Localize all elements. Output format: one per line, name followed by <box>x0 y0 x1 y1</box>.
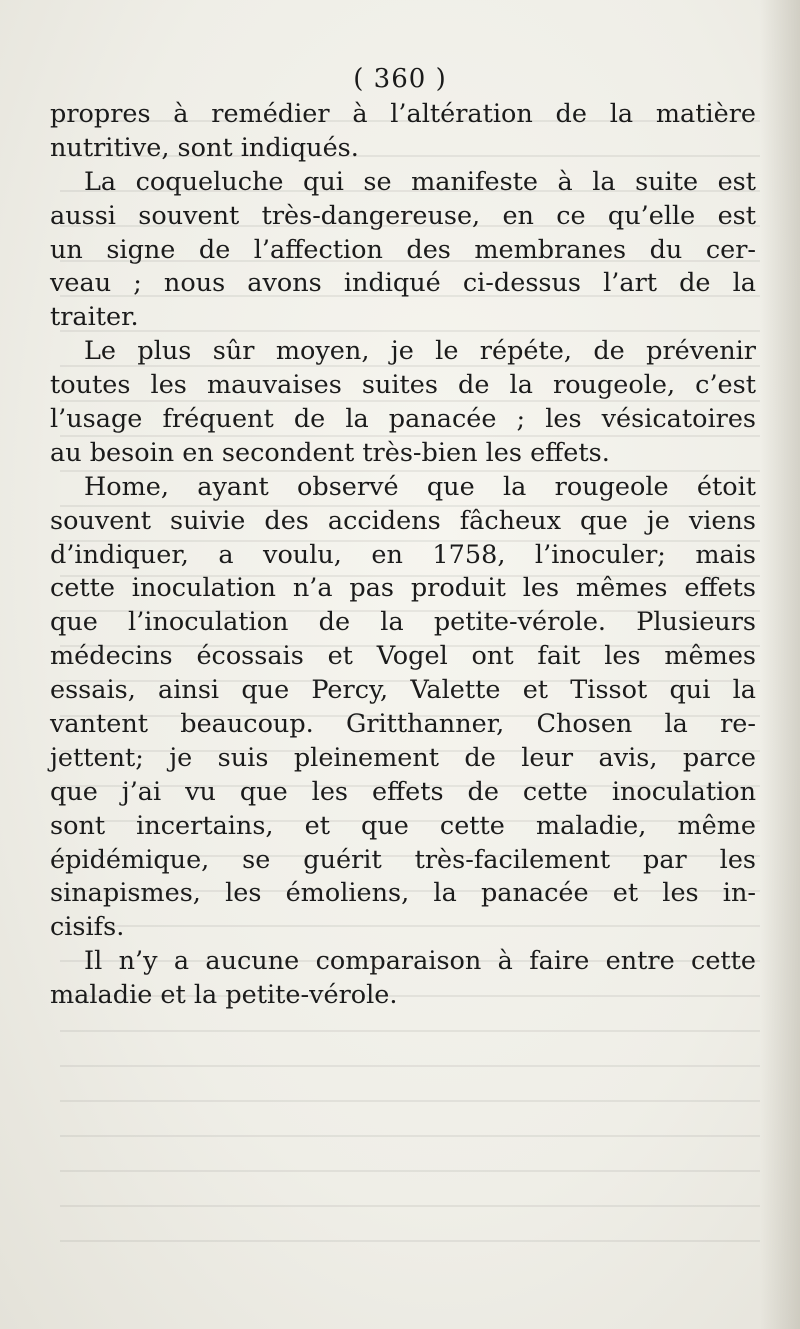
text-line: l’usage fréquent de la panacée ; les vésicatoires <box>50 404 756 435</box>
text-line: jettent; je suis pleinement de leur avis, parce <box>50 742 756 773</box>
text-line: essais, ainsi que Percy, Valette et Tissot qui la <box>50 675 756 706</box>
paragraph-5 <box>50 945 756 1013</box>
text-line: sinapismes, les émoliens, la panacée et les in- <box>50 878 756 909</box>
body-text <box>50 98 756 1013</box>
page-edge-shadow <box>760 0 800 1329</box>
text-line: maladie et la petite-vérole. <box>50 980 398 1011</box>
text-line: d’indiquer, a voulu, en 1758, l’inoculer; mais <box>50 539 756 570</box>
text-line: La coqueluche qui se manifeste à la suite est <box>84 166 756 197</box>
text-line: médecins écossais et Vogel ont fait les mêmes <box>50 641 756 672</box>
text-line: aussi souvent très-dangereuse, en ce qu’elle est <box>50 200 756 231</box>
text-line: Il n’y a aucune comparaison à faire entre cette <box>84 946 756 977</box>
text-line: traiter. <box>50 302 139 333</box>
text-line: nutritive, sont indiqués. <box>50 132 359 163</box>
text-line: au besoin en secondent très-bien les effets. <box>50 437 610 468</box>
text-line: cisifs. <box>50 912 125 943</box>
text-line: que j’ai vu que les effets de cette inoculation <box>50 776 756 807</box>
text-line: vantent beaucoup. Gritthanner, Chosen la re- <box>50 709 756 740</box>
paragraph-4 <box>50 471 756 945</box>
text-line: un signe de l’affection des membranes du cer- <box>50 234 756 265</box>
text-line: sont incertains, et que cette maladie, même <box>50 810 756 841</box>
text-line: Le plus sûr moyen, je le répéte, de prévenir <box>84 336 756 367</box>
text-line: propres à remédier à l’altération de la matière <box>50 99 756 129</box>
paragraph-1 <box>50 98 756 166</box>
text-line: épidémique, se guérit très-facilement par les <box>50 844 756 875</box>
paragraph-3 <box>50 335 756 471</box>
text-line: que l’inoculation de la petite-vérole. Plusieurs <box>50 607 756 638</box>
text-line: souvent suivie des accidens fâcheux que je viens <box>50 505 756 536</box>
text-line: veau ; nous avons indiqué ci-dessus l’art de la <box>50 268 756 299</box>
paragraph-2 <box>50 166 756 335</box>
text-line: cette inoculation n’a pas produit les mêmes effets <box>50 573 756 604</box>
page-number: ( 360 ) <box>353 64 447 94</box>
text-line: toutes les mauvaises suites de la rougeole, c’est <box>50 370 756 401</box>
text-line: Home, ayant observé que la rougeole étoit <box>84 471 756 502</box>
